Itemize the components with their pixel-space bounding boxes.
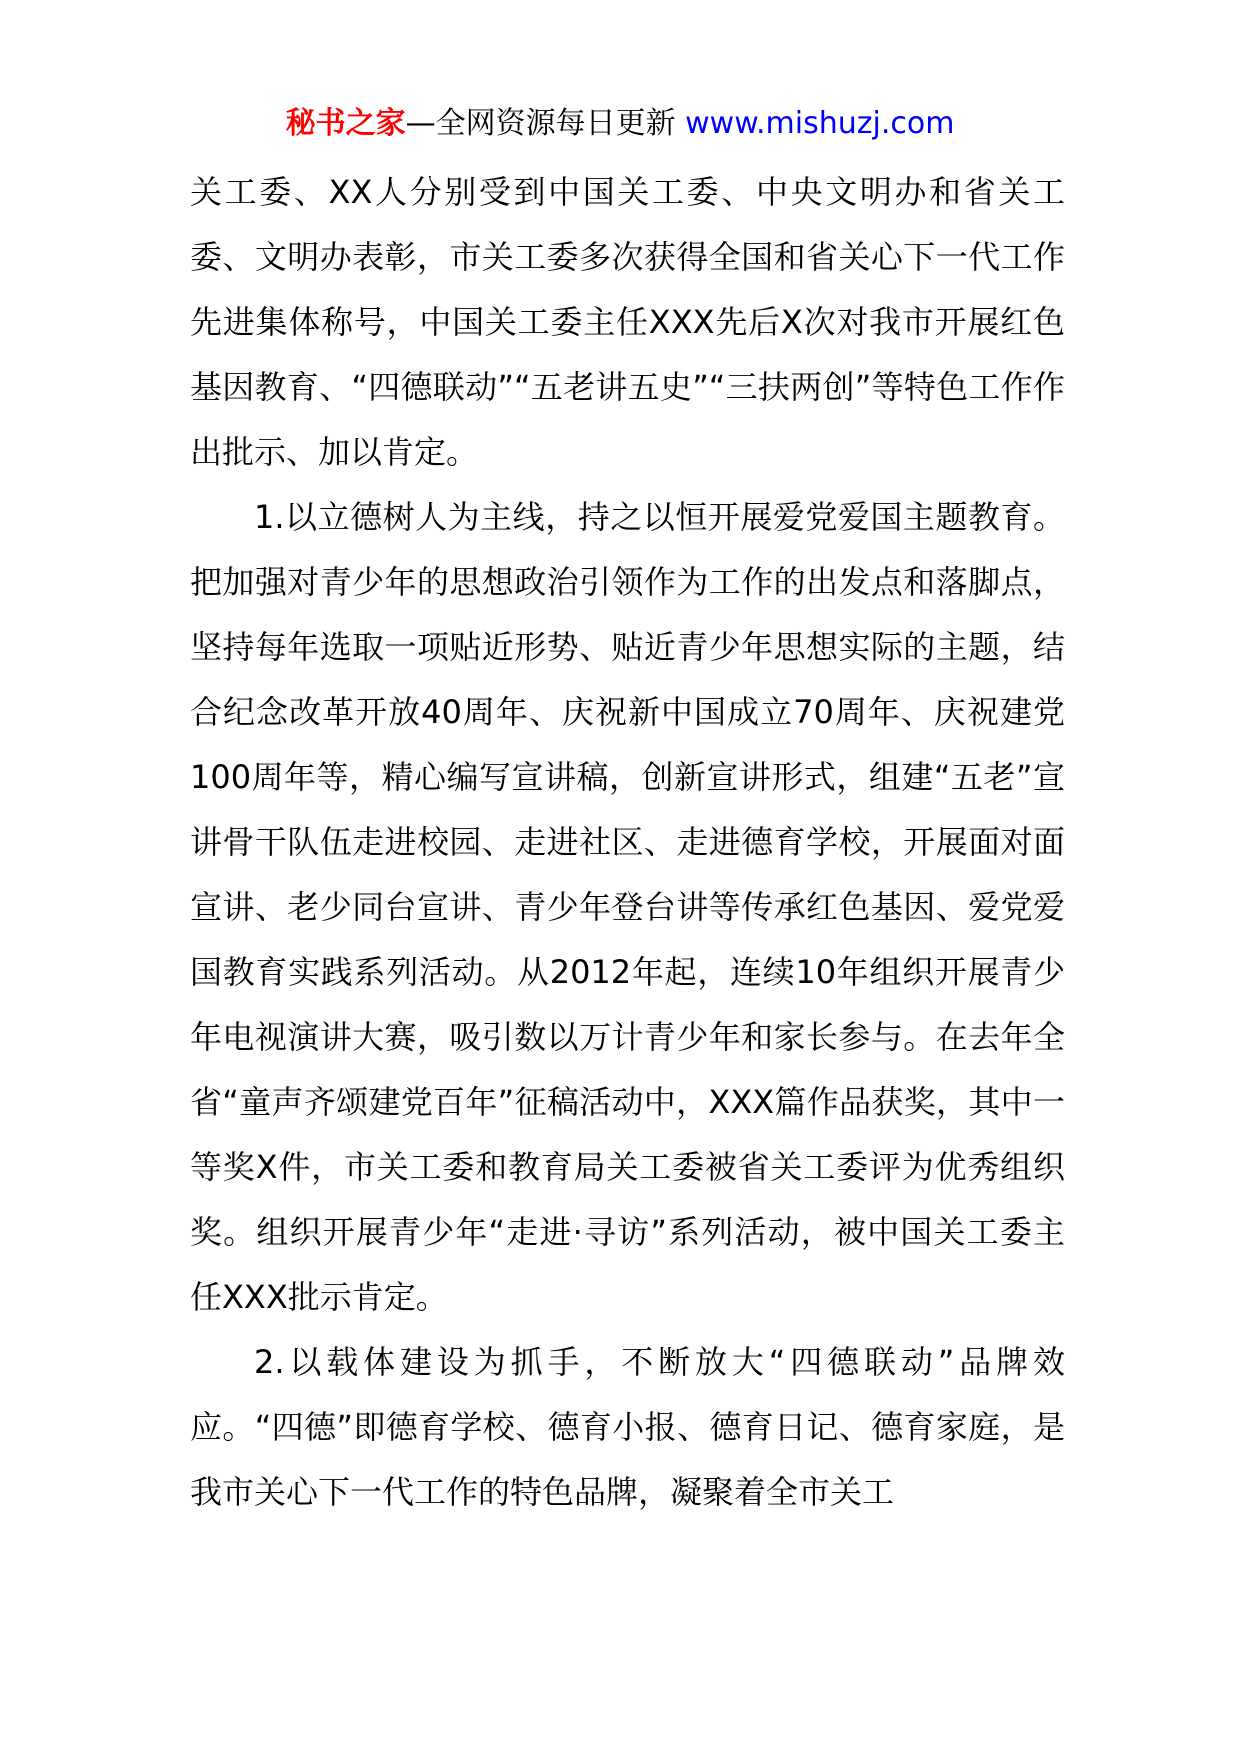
header-tagline: —全网资源每日更新: [405, 106, 686, 141]
site-header: [0, 104, 1240, 144]
website-link[interactable]: www.mishuzj.com: [685, 106, 955, 141]
paragraph-section-1: 1.以立德树人为主线，持之以恒开展爱党爱国主题教育。把加强对青少年的思想政治引领作为工作的出发点和落脚点，坚持每年选取一项贴近形势、贴近青少年思想实际的主题，结合纪念改革开放40周年、庆祝新中国成立70周年、庆祝建党100周年等，精心编写宣讲稿，创新宣讲形式，组建“五老”宣讲骨干队伍走进校园、走进社区、走进德育学校，开展面对面宣讲、老少同台宣讲、青少年登台讲等传承红色基因、爱党爱国教育实践系列活动。从2012年起，连续10年组织开展青少年电视演讲大赛，吸引数以万计青少年和家长参与。在去年全省“童声齐颂建党百年”征稿活动中，XXX篇作品获奖，其中一等奖X件，市关工委和教育局关工委被省关工委评为优秀组织奖。组织开展青少年“走进·寻访”系列活动，被中国关工委主任XXX批示肯定。: [190, 498, 1065, 1316]
paragraph-section-2: 2.以载体建设为抓手，不断放大“四德联动”品牌效应。“四德”即德育学校、德育小报、德育日记、德育家庭，是我市关心下一代工作的特色品牌，凝聚着全市关工: [190, 1343, 1065, 1511]
paragraph-continuation: 关工委、XX人分别受到中国关工委、中央文明办和省关工委、文明办表彰，市关工委多次获得全国和省关心下一代工作先进集体称号，中国关工委主任XXX先后X次对我市开展红色基因教育、“四德联动”“五老讲五史”“三扶两创”等特色工作作出批示、加以肯定。: [190, 173, 1065, 471]
brand-name: 秘书之家: [285, 106, 406, 141]
document-body: [190, 160, 1065, 1525]
